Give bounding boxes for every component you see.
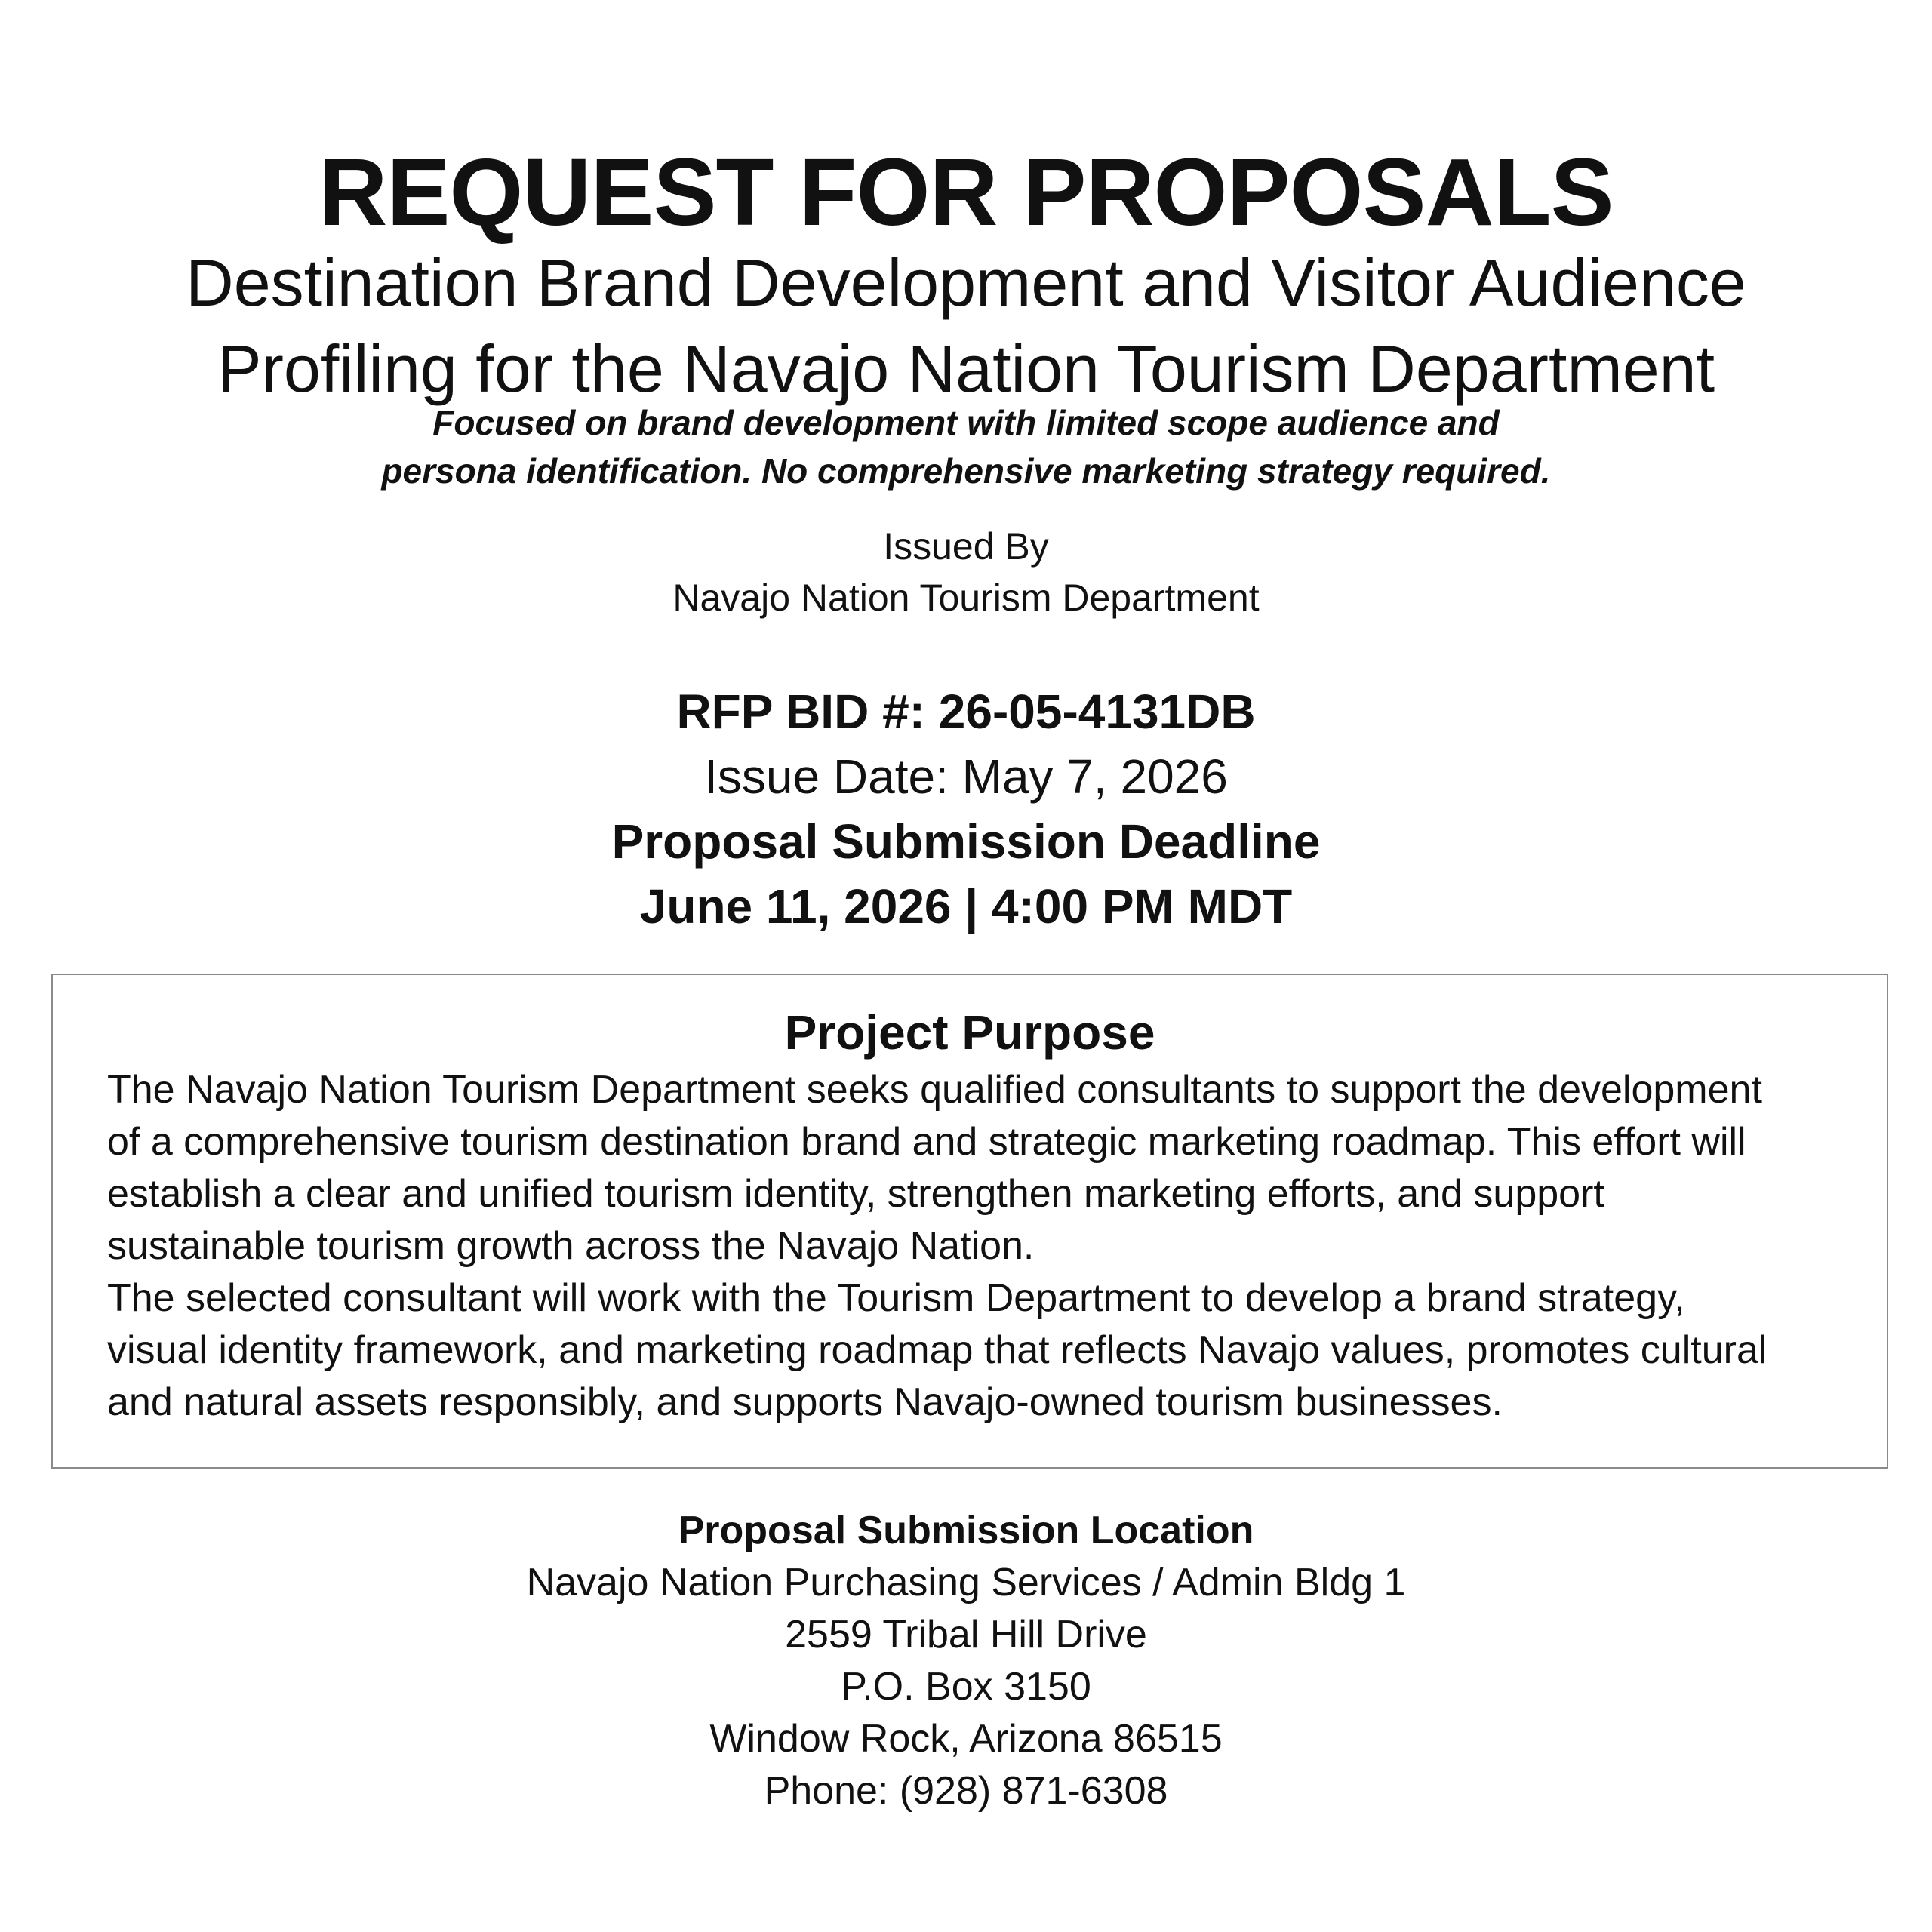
issuer-name: Navajo Nation Tourism Department bbox=[672, 577, 1260, 619]
issued-by-label: Issued By bbox=[883, 525, 1049, 568]
subtitle-line: Profiling for the Navajo Nation Tourism Department bbox=[217, 331, 1715, 406]
issue-date: Issue Date: May 7, 2026 bbox=[704, 749, 1228, 804]
purpose-line: The selected consultant will work with the Tourism Department to develop a brand strategy, bbox=[107, 1276, 1685, 1320]
purpose-line: visual identity framework, and marketing roadmap that reflects Navajo values, promotes cultural bbox=[107, 1328, 1767, 1372]
purpose-line: sustainable tourism growth across the Navajo Nation. bbox=[107, 1224, 1035, 1268]
subtitle-line: Destination Brand Development and Visitor Audience bbox=[186, 245, 1746, 320]
deadline-value: June 11, 2026 | 4:00 PM MDT bbox=[639, 879, 1293, 934]
location-line: P.O. Box 3150 bbox=[841, 1665, 1091, 1709]
bid-info-block bbox=[0, 679, 1932, 939]
purpose-line: The Navajo Nation Tourism Department seeks qualified consultants to support the development bbox=[107, 1068, 1762, 1112]
deadline-label: Proposal Submission Deadline bbox=[611, 814, 1321, 869]
location-line: 2559 Tribal Hill Drive bbox=[785, 1613, 1147, 1657]
project-purpose-heading: Project Purpose bbox=[784, 1005, 1155, 1060]
location-line: Window Rock, Arizona 86515 bbox=[709, 1717, 1223, 1761]
scope-note bbox=[0, 398, 1932, 495]
issued-by-block bbox=[0, 521, 1932, 623]
rfp-bid-number: RFP BID #: 26-05-4131DB bbox=[676, 685, 1256, 739]
project-purpose-box bbox=[51, 974, 1888, 1469]
project-purpose-body bbox=[107, 1064, 1843, 1429]
purpose-line: of a comprehensive tourism destination brand and strategic marketing roadmap. This effort will bbox=[107, 1120, 1746, 1164]
submission-location-block bbox=[0, 1505, 1932, 1817]
submission-location-heading: Proposal Submission Location bbox=[678, 1509, 1254, 1552]
purpose-line: establish a clear and unified tourism identity, strengthen marketing efforts, and support bbox=[107, 1172, 1604, 1216]
phone-number: Phone: (928) 871-6308 bbox=[764, 1769, 1168, 1813]
purpose-line: and natural assets responsibly, and supports Navajo-owned tourism businesses. bbox=[107, 1380, 1503, 1424]
scope-note-line: Focused on brand development with limited scope audience and bbox=[432, 403, 1500, 442]
document-subtitle bbox=[0, 240, 1932, 412]
document-title: REQUEST FOR PROPOSALS bbox=[318, 139, 1614, 245]
scope-note-line: persona identification. No comprehensive marketing strategy required. bbox=[381, 451, 1551, 491]
location-line: Navajo Nation Purchasing Services / Admin Bldg 1 bbox=[526, 1561, 1406, 1604]
